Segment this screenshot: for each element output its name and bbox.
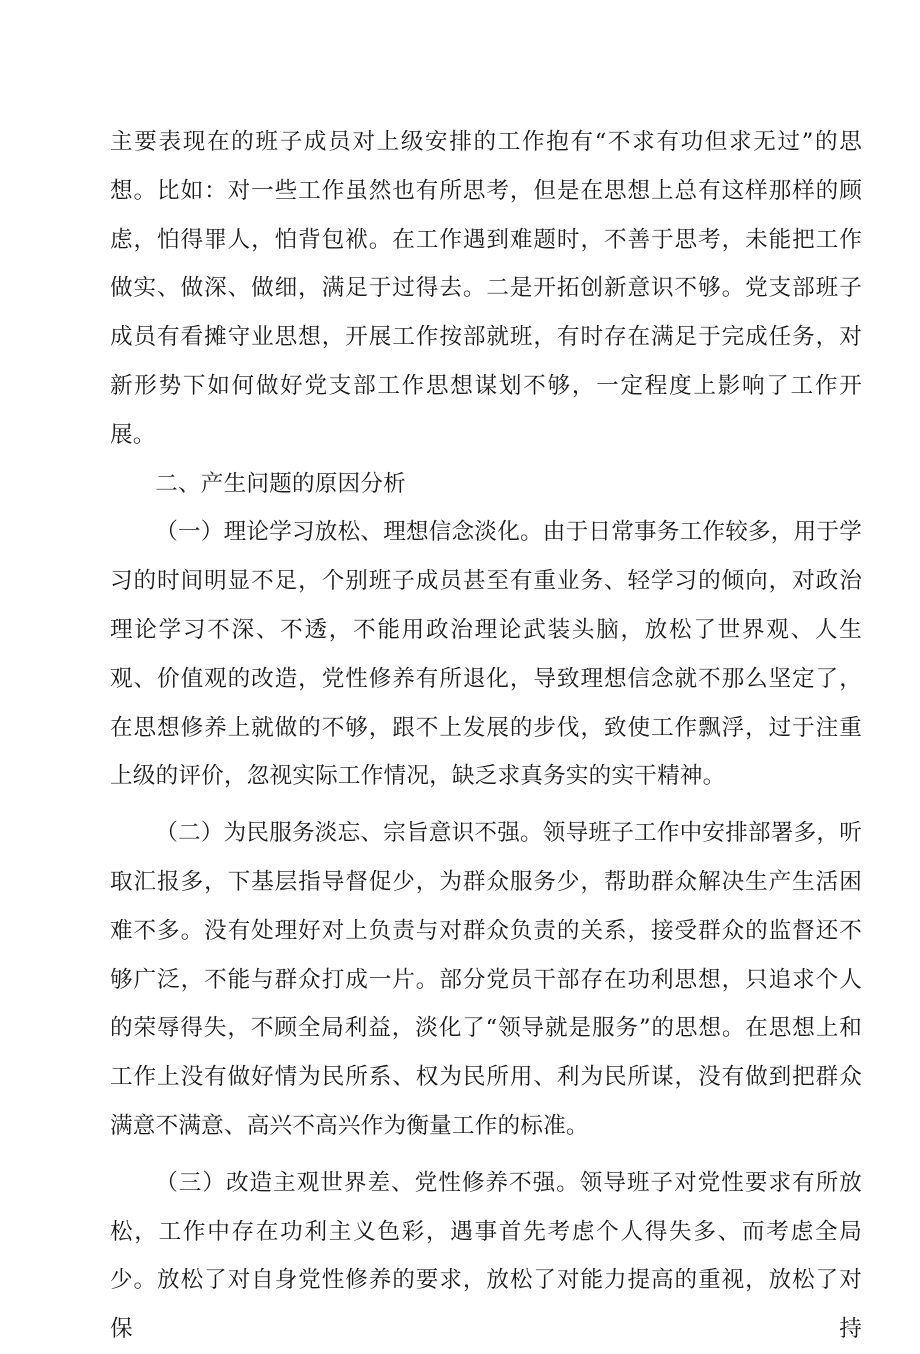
paragraph-problems-continued: 主要表现在的班子成员对上级安排的工作抱有“不求有功但求无过”的思想。比如：对一些工作虽然也有所思考，但是在思想上总有这样那样的顾虑，怕得罪人，怕背包袱。在工作遇到难题时，不善于思考，未能把工作做实、做深、做细，满足于过得去。二是开拓创新意识不够。党支部班子成员有看摊守业思想，开展工作按部就班，有时存在满足于完成任务，对新形势下如何做好党支部工作思想谋划不够，一定程度上影响了工作开展。	[110, 129, 862, 448]
document-body	[110, 118, 862, 1354]
paragraph-serving-people: （二）为民服务淡忘、宗旨意识不强。领导班子工作中安排部署多，听取汇报多，下基层指导督促少，为群众服务少，帮助群众解决生产生活困难不多。没有处理好对上负责与对群众负责的关系，接受群众的监督还不够广泛，不能与群众打成一片。部分党员干部存在功利思想，只追求个人的荣辱得失，不顾全局利益，淡化了“领导就是服务”的思想。在思想上和工作上没有做好情为民所系、权为民所用、利为民所谋，没有做到把群众满意不满意、高兴不高兴作为衡量工作的标准。	[110, 820, 862, 1139]
paragraph-theory-study: （一）理论学习放松、理想信念淡化。由于日常事务工作较多，用于学习的时间明显不足，个别班子成员甚至有重业务、轻学习的倾向，对政治理论学习不深、不透，不能用政治理论武装头脑，放松了世界观、人生观、价值观的改造，党性修养有所退化，导致理想信念就不那么坚定了，在思想修养上就做的不够，跟不上发展的步伐，致使工作飘浮，过于注重上级的评价，忽视实际工作情况，缺乏求真务实的实干精神。	[110, 519, 862, 790]
paragraph-party-spirit: （三）改造主观世界差、党性修养不强。领导班子对党性要求有所放松，工作中存在功利主义色彩，遇事首先考虑个人得失多、而考虑全局少。放松了对自身党性修养的要求，放松了对能力提高的重视，放松了对保持	[110, 1169, 862, 1343]
section-heading-cause-analysis: 二、产生问题的原因分析	[155, 470, 406, 497]
